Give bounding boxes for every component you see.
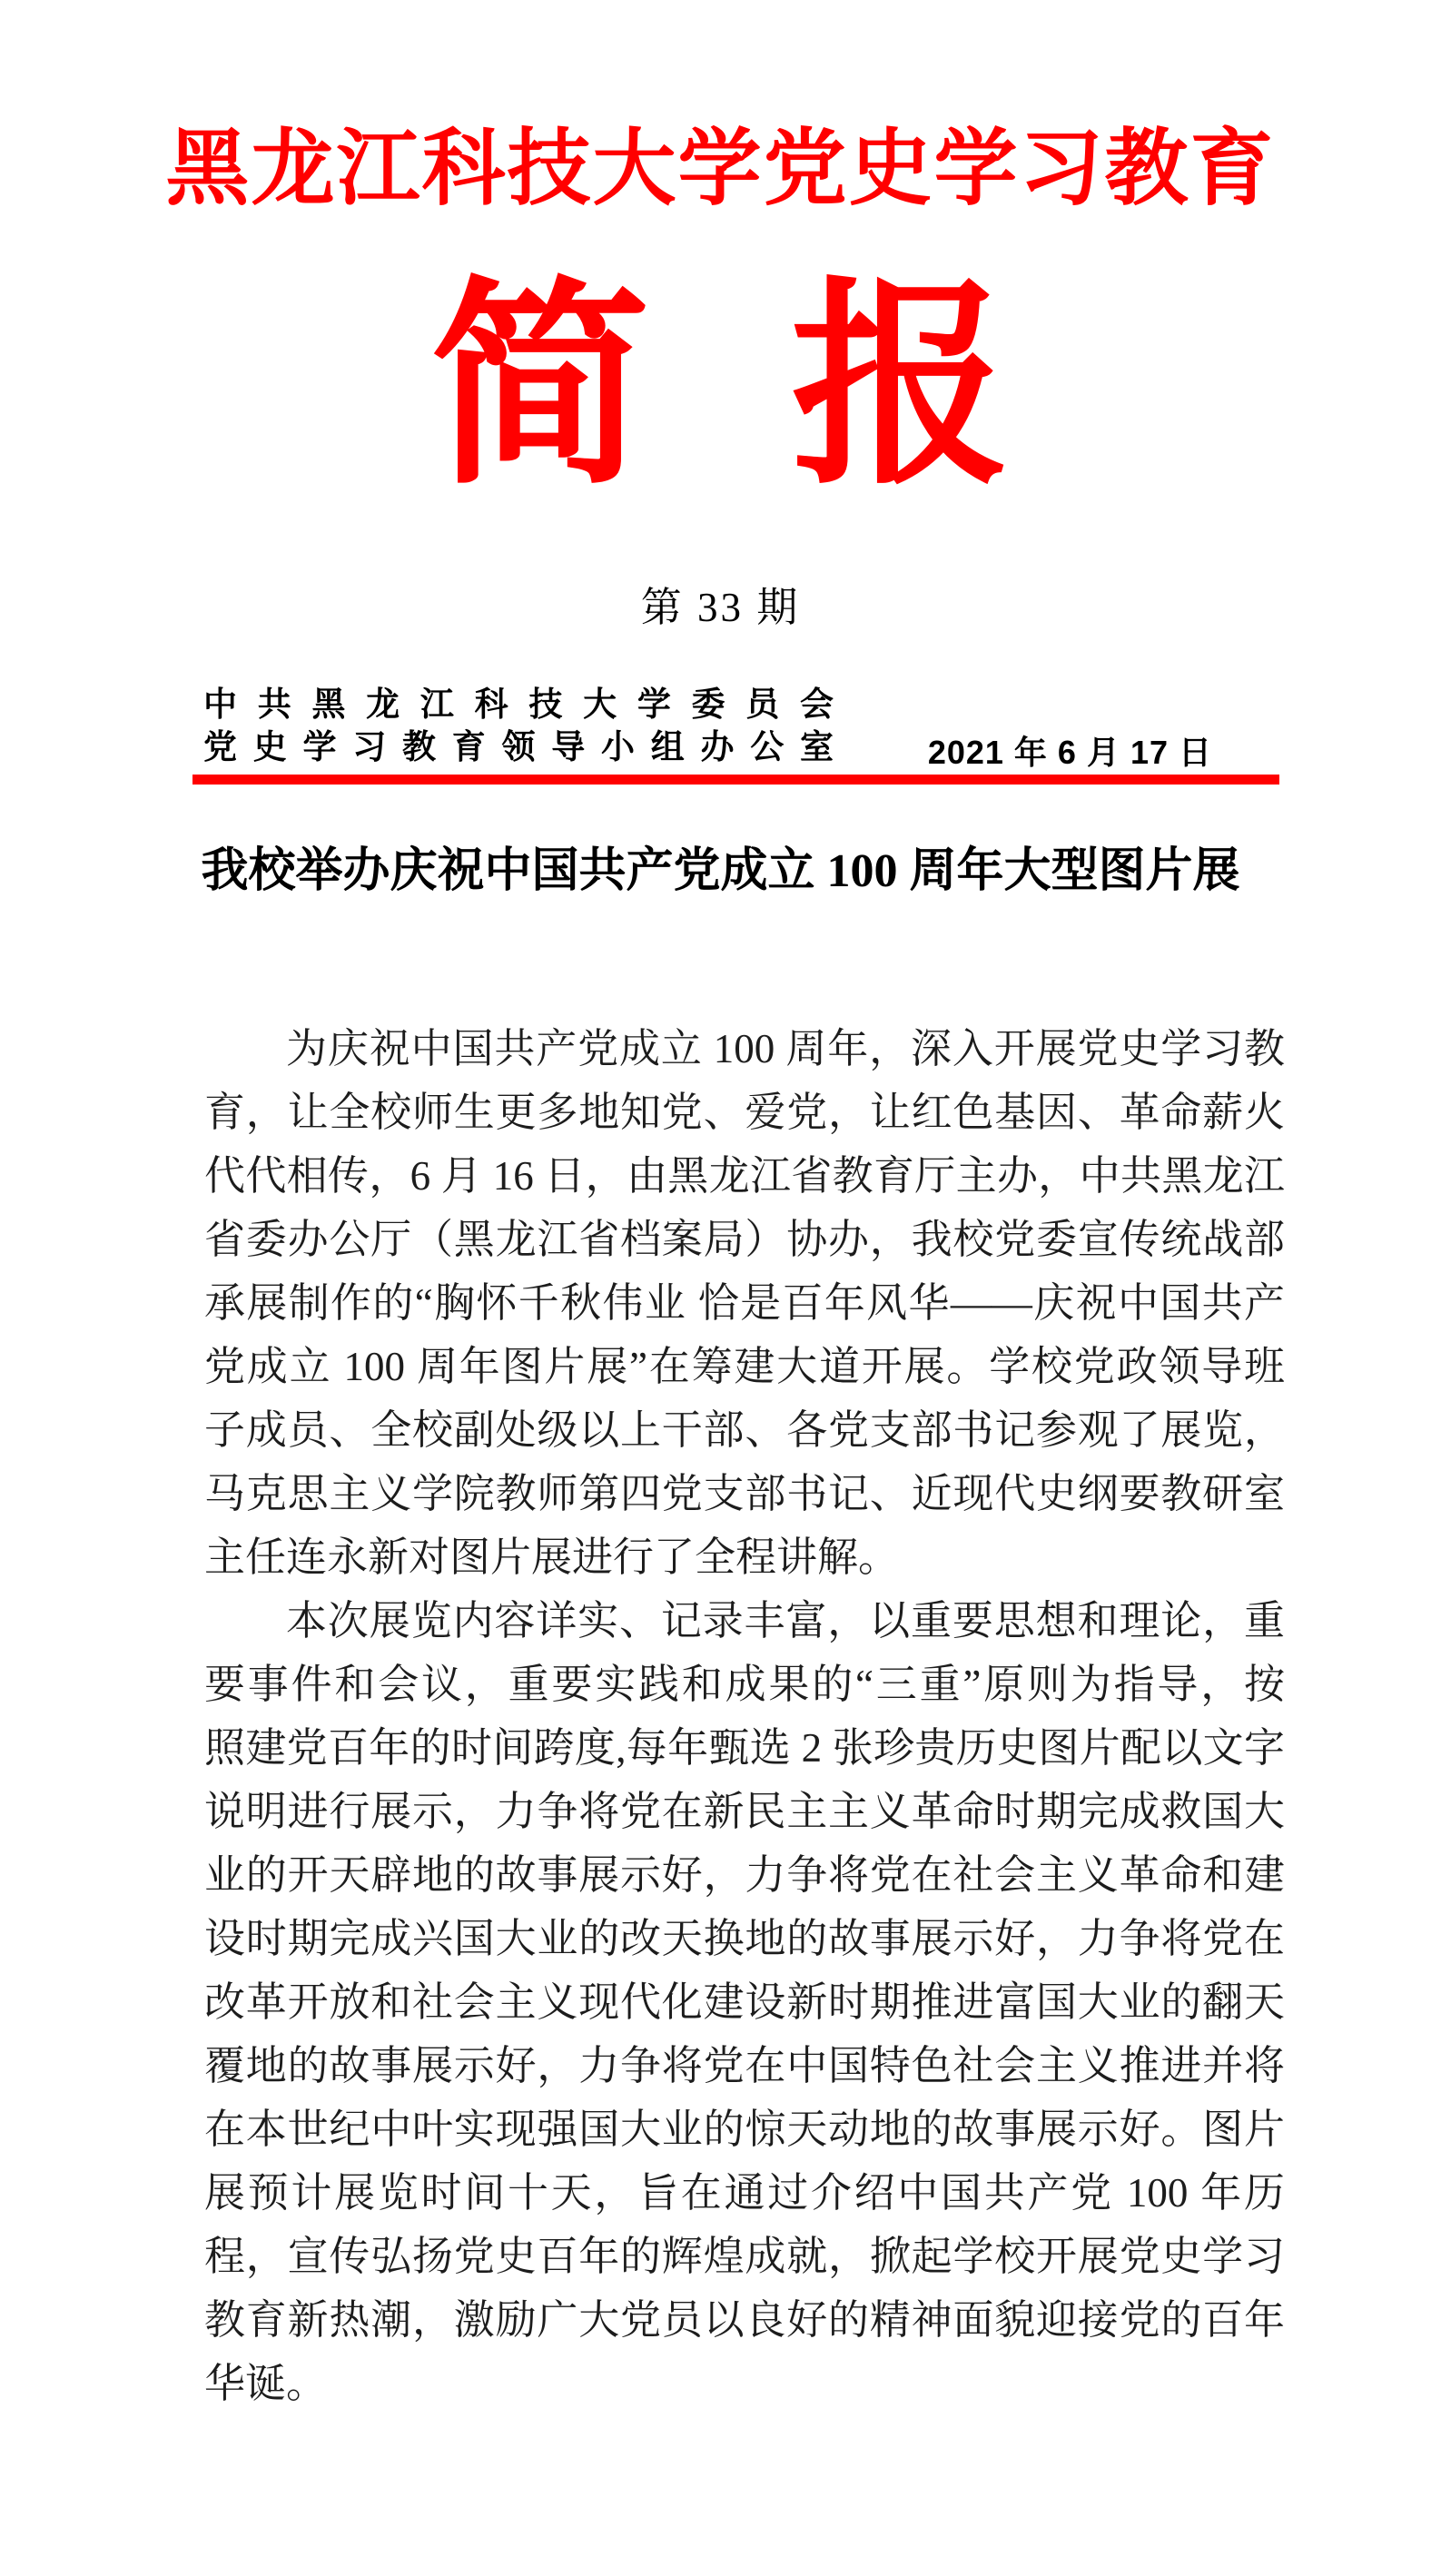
issuer-line-1: 中共黑龙江科技大学委员会 — [203, 686, 834, 723]
body-text-line: 程，宣传弘扬党史百年的辉煌成就，掀起学校开展党史学习 — [204, 2234, 1285, 2279]
body-text-line: 省委办公厅（黑龙江省档案局）协办，我校党委宣传统战部 — [204, 1217, 1285, 1262]
body-paragraph — [204, 1017, 1285, 1589]
body-text-line: 在本世纪中叶实现强国大业的惊天动地的故事展示好。图片 — [204, 2107, 1285, 2152]
body-text-line: 华诞。 — [204, 2361, 328, 2406]
body-text-line: 承展制作的“胸怀千秋伟业 恰是百年风华——庆祝中国共产 — [204, 1280, 1285, 1326]
body-paragraph — [204, 1589, 1285, 2415]
body-text-line: 马克思主义学院教师第四党支部书记、近现代史纲要教研室 — [204, 1471, 1285, 1516]
body-text-line: 为庆祝中国共产党成立 100 周年，深入开展党史学习教 — [286, 1026, 1285, 1071]
body-text-line: 展预计展览时间十天，旨在通过介绍中国共产党 100 年历 — [204, 2170, 1285, 2216]
body-text-line: 教育新热潮，激励广大党员以良好的精神面貌迎接党的百年 — [204, 2297, 1285, 2343]
body-text-line: 说明进行展示，力争将党在新民主主义革命时期完成救国大 — [204, 1789, 1285, 1834]
body-text-line: 改革开放和社会主义现代化建设新时期推进富国大业的翻天 — [204, 1979, 1285, 2025]
red-divider-rule — [192, 775, 1279, 785]
body-text-line: 子成员、全校副处级以上干部、各党支部书记参观了展览， — [204, 1407, 1285, 1453]
body-text-line: 覆地的故事展示好，力争将党在中国特色社会主义推进并将 — [204, 2043, 1285, 2088]
body-text-line: 主任连永新对图片展进行了全程讲解。 — [204, 1535, 900, 1580]
body-text-line: 设时期完成兴国大业的改天换地的故事展示好，力争将党在 — [204, 1916, 1285, 1961]
body-text-line: 本次展览内容详实、记录丰富，以重要思想和理论，重 — [286, 1598, 1285, 1643]
issuer-line-2: 党史学习教育领导小组办公室 — [203, 728, 834, 765]
body-text-line: 照建党百年的时间跨度,每年甄选 2 张珍贵历史图片配以文字 — [204, 1725, 1285, 1771]
masthead-bulletin-title: 简报 — [429, 267, 1151, 510]
issuer-block — [203, 683, 834, 768]
body-text-line: 代代相传，6 月 16 日，由黑龙江省教育厅主办，中共黑龙江 — [204, 1153, 1285, 1199]
body-text-line: 党成立 100 周年图片展”在筹建大道开展。学校党政领导班 — [204, 1344, 1285, 1389]
article-body — [204, 1017, 1285, 2415]
body-text-line: 业的开天辟地的故事展示好，力争将党在社会主义革命和建 — [204, 1852, 1285, 1898]
body-text-line: 育，让全校师生更多地知党、爱党，让红色基因、革命薪火 — [204, 1090, 1285, 1135]
article-title: 我校举办庆祝中国共产党成立 100 周年大型图片展 — [201, 845, 1240, 897]
issue-number: 第 33 期 — [640, 585, 801, 630]
masthead-org-title: 黑龙江科技大学党史学习教育 — [165, 123, 1276, 215]
issue-date: 2021 年 6 月 17 日 — [927, 734, 1212, 771]
body-text-line: 要事件和会议，重要实践和成果的“三重”原则为指导，按 — [204, 1662, 1285, 1707]
